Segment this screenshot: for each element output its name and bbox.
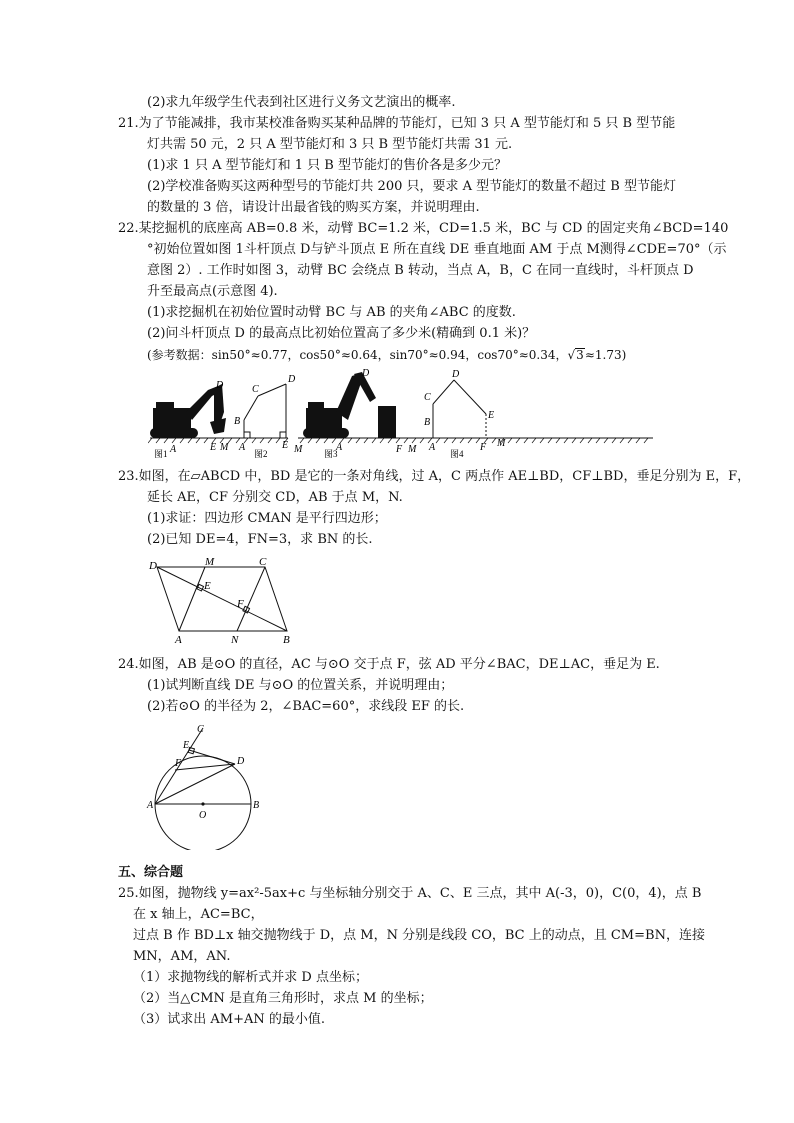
fig24-label-D: D	[237, 756, 245, 767]
sqrt-value: ≈1.73)	[584, 348, 627, 362]
fig1-caption: 图1	[154, 449, 168, 459]
fig2-schematic	[244, 384, 286, 438]
fig1-label-D: D	[216, 380, 224, 391]
fig1-label-M: M	[220, 442, 229, 453]
fig1-label-E: E	[210, 442, 217, 453]
fig2-caption: 图2	[254, 449, 268, 459]
q22-stem-line2: °初始位置如图 1斗杆顶点 D与铲斗顶点 E 所在直线 DE 垂直地面 AM 于点 M测得∠CDE=70°（示	[147, 242, 727, 257]
fig23-label-E: E	[204, 580, 211, 592]
q23-part2: (2)已知 DE=4，FN=3，求 BN 的长.	[147, 532, 373, 547]
fig24-label-E: E	[183, 740, 190, 751]
fig4-label-D: D	[452, 369, 460, 380]
excavator-fig3-illustration	[303, 372, 396, 438]
fig23-label-D: D	[149, 560, 157, 572]
fig2-label-E: E	[282, 440, 289, 451]
fig4-schematic	[433, 380, 486, 438]
q21-part2-line2: 的数量的 3 倍，请设计出最省钱的购买方案，并说明理由.	[147, 200, 480, 215]
q22-stem-line3: 意图 2）. 工作时如图 3，动臂 BC 会绕点 B 转动，当点 A，B，C 在同一直线时，斗杆顶点 D	[147, 263, 694, 278]
q24-stem: 24.如图，AB 是⊙O 的直径，AC 与⊙O 交于点 F，弦 AD 平分∠BAC，DE⊥AC，垂足为 E.	[118, 657, 660, 672]
fig2-label-M: M	[294, 444, 303, 455]
fig23-label-N: N	[231, 634, 239, 645]
q21-part1: (1)求 1 只 A 型节能灯和 1 只 B 型节能灯的售价各是多少元？	[147, 158, 507, 173]
fig3-caption: 图3	[324, 449, 338, 459]
q23-stem-line2: 延长 AE，CF 分别交 CD，AB 于点 M，N.	[147, 490, 403, 505]
fig3-label-F: F	[396, 444, 403, 455]
fig4-label-B: B	[424, 417, 431, 428]
q25-stem-line3: 过点 B 作 BD⊥x 轴交抛物线于 D，点 M，N 分别是线段 CO，BC 上的动点，且 CM=BN，连接	[133, 928, 705, 943]
excavator-fig1-illustration	[150, 384, 226, 438]
fig24-label-A: A	[147, 800, 154, 811]
fig2-label-D: D	[288, 374, 296, 385]
fig4-label-F: F	[480, 442, 487, 453]
q22-figure	[148, 368, 668, 460]
fig2-label-C: C	[252, 384, 259, 395]
q25-stem-line1: 25.如图，抛物线 y=ax²-5ax+c 与坐标轴分别交于 A、C、E 三点，其中 A(-3，0)，C(0，4)，点 B	[118, 886, 702, 901]
q25-part1: （1）求抛物线的解析式并求 D 点坐标；	[133, 970, 368, 985]
q22-part1: (1)求挖掘机在初始位置时动臂 BC 与 AB 的夹角∠ABC 的度数.	[147, 305, 516, 320]
fig3-label-M: M	[408, 444, 417, 455]
q22-part2: (2)问斗杆顶点 D 的最高点比初始位置高了多少米(精确到 0.1 米)？	[147, 326, 536, 341]
q21-stem-line1: 21.为了节能减排，我市某校准备购买某种品牌的节能灯，已知 3 只 A 型节能灯和 5 只 B 型节能	[118, 116, 676, 131]
fig23-label-F: F	[237, 598, 244, 610]
fig24-label-C: C	[197, 724, 204, 735]
fig23-label-A: A	[175, 634, 182, 645]
sqrt-symbol: √	[567, 348, 576, 362]
fig4-caption: 图4	[450, 449, 464, 459]
fig4-label-C: C	[424, 392, 431, 403]
q22-stem-line4: 升至最高点(示意图 4).	[147, 284, 278, 299]
fig24-label-F: F	[175, 758, 182, 769]
q25-stem-line2: 在 x 轴上，AC=BC，	[133, 907, 264, 922]
q22-reference-data	[147, 346, 626, 364]
fig24-label-O: O	[199, 810, 207, 821]
q20-part2: (2)求九年级学生代表到社区进行义务文艺演出的概率.	[147, 95, 456, 110]
fig1-label-A: A	[170, 444, 177, 455]
q24-part2: (2)若⊙O 的半径为 2，∠BAC=60°，求线段 EF 的长.	[147, 699, 465, 714]
fig24-label-B: B	[253, 800, 260, 811]
q24-part1: (1)试判断直线 DE 与⊙O 的位置关系，并说明理由；	[147, 678, 454, 693]
q23-figure	[145, 555, 305, 645]
fig4-label-E: E	[488, 410, 495, 421]
q21-stem-line2: 灯共需 50 元，2 只 A 型节能灯和 3 只 B 型节能灯共需 31 元.	[147, 137, 513, 152]
fig3-label-D: D	[362, 368, 370, 379]
q25-stem-line4: MN，AM，AN.	[133, 949, 231, 964]
fig4-label-M: M	[497, 438, 506, 449]
q23-part1: (1)求证：四边形 CMAN 是平行四边形；	[147, 511, 387, 526]
fig23-label-C: C	[259, 556, 267, 568]
sqrt-radicand: 3	[576, 348, 584, 362]
fig4-label-A: A	[429, 442, 436, 453]
fig2-label-A: A	[239, 442, 246, 453]
section-heading-5: 五、综合题	[118, 865, 184, 880]
q22-stem-line1: 22.某挖掘机的底座高 AB=0.8 米，动臂 BC=1.2 米，CD=1.5 米，BC 与 CD 的固定夹角∠BCD=140	[118, 221, 729, 236]
fig3-label-A: A	[336, 442, 343, 453]
q23-stem-line1: 23.如图，在▱ABCD 中，BD 是它的一条对角线，过 A，C 两点作 AE⊥BD，CF⊥BD，垂足分别为 E，F，	[118, 469, 751, 484]
q24-figure	[145, 720, 275, 850]
fig23-label-M: M	[205, 556, 215, 568]
fig23-label-B: B	[283, 634, 290, 645]
reference-values: (参考数据：sin50°≈0.77，cos50°≈0.64，sin70°≈0.94，cos70°≈0.34，	[147, 348, 568, 362]
q25-part3: （3）试求出 AM+AN 的最小值.	[133, 1012, 326, 1027]
q21-part2-line1: (2)学校准备购买这两种型号的节能灯共 200 只，要求 A 型节能灯的数量不超过 B 型节能灯	[147, 179, 676, 194]
q25-part2: （2）当△CMN 是直角三角形时，求点 M 的坐标；	[133, 991, 433, 1006]
fig2-label-B: B	[234, 416, 241, 427]
